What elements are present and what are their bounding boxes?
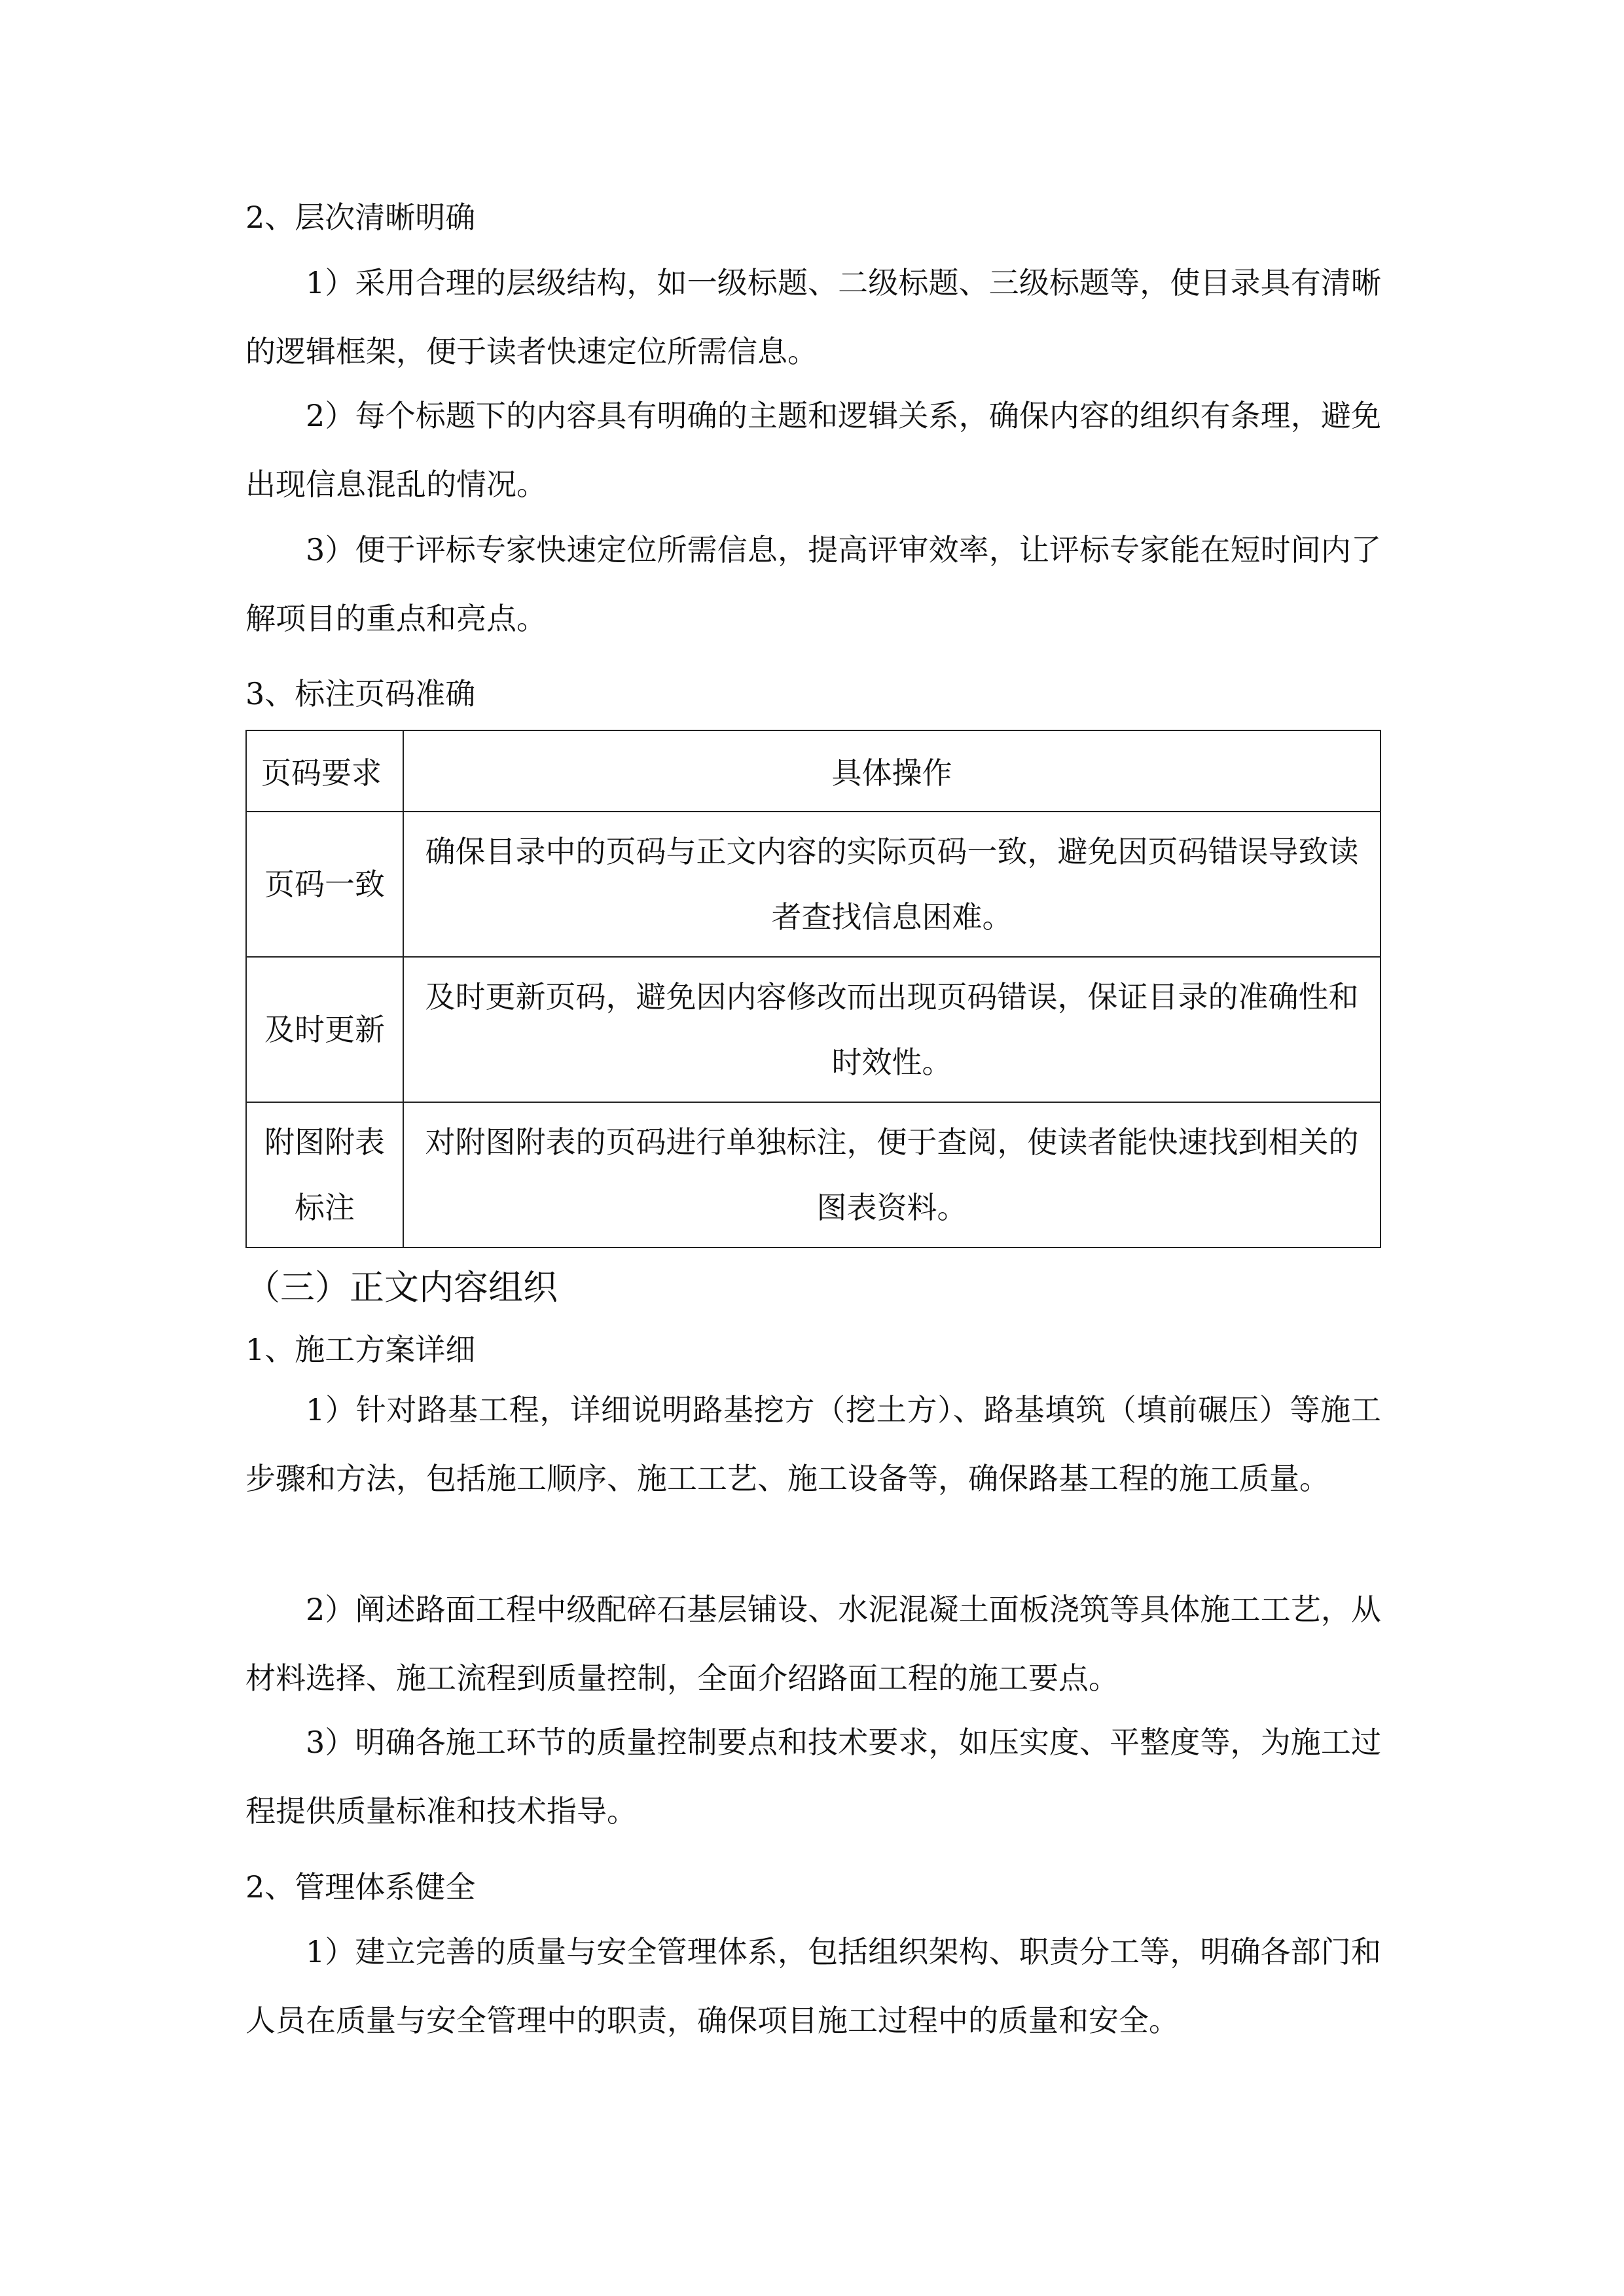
heading-page-numbers: 3、标注页码准确	[245, 676, 476, 711]
table-cell-operation: 对附图附表的页码进行单独标注，便于查阅，使读者能快速找到相关的图表资料。	[403, 1102, 1380, 1247]
table-header-operation: 具体操作	[403, 730, 1380, 812]
paragraph-management-1: 1）建立完善的质量与安全管理体系，包括组织架构、职责分工等，明确各部门和人员在质量与安全管理中的职责，确保项目施工过程中的质量和安全。	[245, 1934, 1381, 2038]
table-cell-operation: 确保目录中的页码与正文内容的实际页码一致，避免因页码错误导致读者查找信息困难。	[403, 812, 1380, 957]
table-cell-requirement: 页码一致	[246, 812, 403, 957]
table-header-row	[246, 730, 1380, 812]
table-row	[246, 812, 1380, 957]
table-header-requirement: 页码要求	[246, 730, 403, 812]
section-title: （三）正文内容组织	[245, 1268, 558, 1308]
table-cell-requirement: 附图附表标注	[246, 1102, 403, 1247]
heading-management: 2、管理体系健全	[245, 1869, 476, 1905]
table-row	[246, 1102, 1380, 1247]
paragraph-hierarchy-1: 1）采用合理的层级结构，如一级标题、二级标题、三级标题等，使目录具有清晰的逻辑框架，便于读者快速定位所需信息。	[245, 265, 1381, 369]
paragraph-plan-3: 3）明确各施工环节的质量控制要点和技术要求，如压实度、平整度等，为施工过程提供质量标准和技术指导。	[245, 1725, 1381, 1829]
table-cell-requirement: 及时更新	[246, 957, 403, 1102]
heading-construction-plan: 1、施工方案详细	[245, 1332, 476, 1367]
paragraph-hierarchy-2: 2）每个标题下的内容具有明确的主题和逻辑关系，确保内容的组织有条理，避免出现信息混乱的情况。	[245, 398, 1381, 502]
heading-hierarchy: 2、层次清晰明确	[245, 200, 476, 235]
table-cell-operation: 及时更新页码，避免因内容修改而出现页码错误，保证目录的准确性和时效性。	[403, 957, 1380, 1102]
table-row	[246, 957, 1380, 1102]
paragraph-plan-1: 1）针对路基工程，详细说明路基挖方（挖土方）、路基填筑（填前碾压）等施工步骤和方法，包括施工顺序、施工工艺、施工设备等，确保路基工程的施工质量。	[245, 1392, 1381, 1496]
page-number-table	[245, 730, 1381, 1248]
paragraph-hierarchy-3: 3）便于评标专家快速定位所需信息，提高评审效率，让评标专家能在短时间内了解项目的重点和亮点。	[245, 532, 1381, 636]
paragraph-plan-2: 2）阐述路面工程中级配碎石基层铺设、水泥混凝土面板浇筑等具体施工工艺，从材料选择、施工流程到质量控制，全面介绍路面工程的施工要点。	[245, 1592, 1381, 1696]
